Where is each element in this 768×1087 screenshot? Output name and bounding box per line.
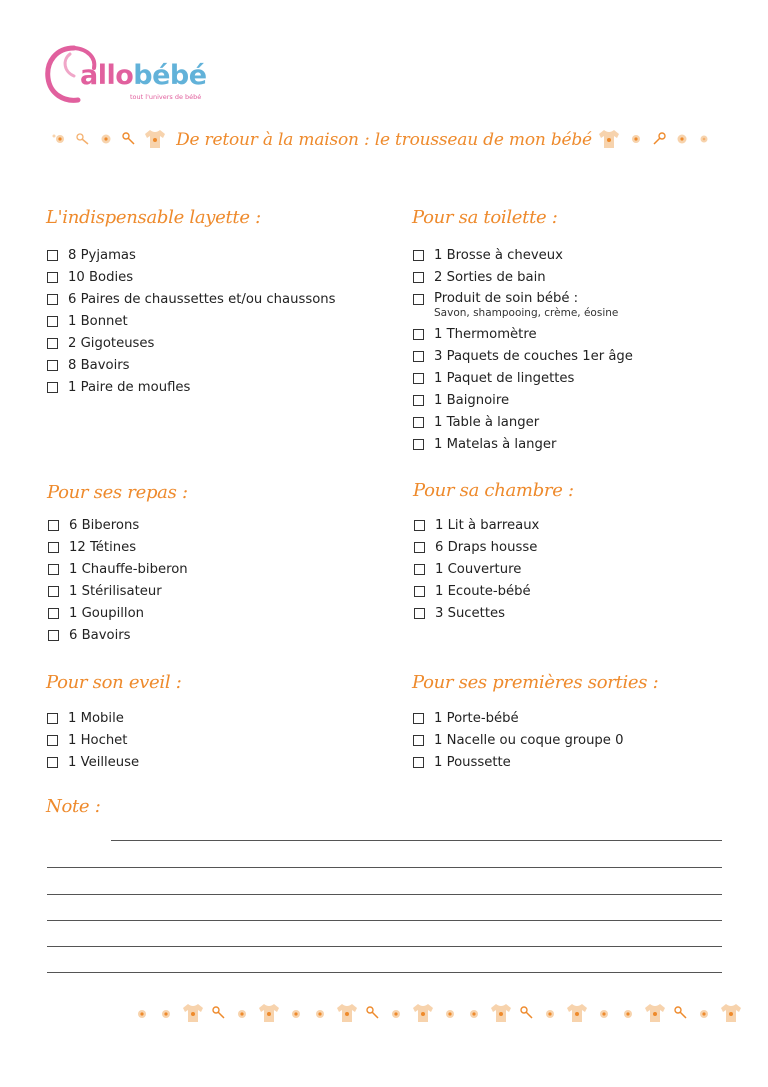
- checklist-item: [413, 288, 633, 323]
- checkbox[interactable]: [48, 608, 59, 619]
- flower-icon: [441, 1006, 459, 1025]
- flower-icon: [595, 1006, 613, 1025]
- checklist-item-content: [68, 733, 127, 748]
- checklist-item-label: 1 Porte-bébé: [434, 710, 519, 726]
- checklist-item: [414, 514, 539, 536]
- checklist-item: [413, 323, 633, 345]
- logo-tagline: tout l'univers de bébé: [130, 93, 202, 101]
- checkbox[interactable]: [413, 439, 424, 450]
- rattle-icon: [211, 1005, 227, 1025]
- checklist-item-label: 1 Baignoire: [434, 392, 510, 408]
- checklist-item: [413, 751, 624, 773]
- checklist-item: [413, 411, 633, 433]
- checklist-item-content: [68, 711, 124, 726]
- note-line[interactable]: [111, 840, 722, 841]
- section-title-note: Note :: [46, 796, 101, 817]
- checklist-item-content: [434, 327, 537, 342]
- flower-icon: [387, 1006, 405, 1025]
- checkbox[interactable]: [413, 417, 424, 428]
- checklist-item-content: [434, 415, 539, 430]
- checklist-item-content: [435, 584, 531, 599]
- checklist-item-label: 3 Paquets de couches 1er âge: [434, 348, 633, 364]
- checkbox[interactable]: [414, 520, 425, 531]
- logo-word-bebe: bébé: [133, 60, 207, 91]
- checklist-item: [47, 310, 336, 332]
- checklist-item-label: 1 Couverture: [435, 561, 522, 577]
- checklist-eveil: [47, 707, 139, 773]
- section-title-layette: L'indispensable layette :: [46, 207, 261, 228]
- checklist-item: [414, 580, 539, 602]
- checklist-item: [47, 288, 336, 310]
- checklist-item-content: [69, 606, 144, 621]
- checklist-item-label: 1 Paire de moufles: [68, 379, 191, 395]
- checklist-item-label: 1 Poussette: [434, 754, 511, 770]
- flower-icon: [541, 1006, 559, 1025]
- checklist-item-label: 6 Biberons: [69, 517, 140, 533]
- checklist-item-label: 1 Table à langer: [434, 414, 540, 430]
- checklist-item-content: [68, 755, 139, 770]
- section-title-chambre: Pour sa chambre :: [413, 480, 574, 501]
- checklist-item-content: [68, 292, 336, 307]
- note-line[interactable]: [47, 894, 722, 895]
- checkbox[interactable]: [47, 250, 58, 261]
- onesie-icon: [411, 1002, 435, 1028]
- checklist-item-label: 1 Veilleuse: [68, 754, 140, 770]
- onesie-icon: [335, 1002, 359, 1028]
- checklist-item-content: [434, 291, 618, 319]
- checklist-item: [47, 376, 336, 398]
- checklist-item-label: 8 Bavoirs: [68, 357, 130, 373]
- section-title-repas: Pour ses repas :: [47, 482, 188, 503]
- flower-icon: [311, 1006, 329, 1025]
- checkbox[interactable]: [47, 272, 58, 283]
- onesie-icon: [643, 1002, 667, 1028]
- checklist-item: [414, 536, 539, 558]
- checklist-item: [413, 345, 633, 367]
- section-title-toilette: Pour sa toilette :: [412, 207, 558, 228]
- checkbox[interactable]: [414, 608, 425, 619]
- section-title-sorties: Pour ses premières sorties :: [412, 672, 659, 693]
- checklist-item: [413, 729, 624, 751]
- checklist-item-content: [69, 584, 162, 599]
- checklist-item: [48, 514, 188, 536]
- checklist-chambre: [414, 514, 539, 624]
- checklist-item-label: Produit de soin bébé :: [434, 291, 579, 306]
- checkbox[interactable]: [413, 272, 424, 283]
- flower-icon: [287, 1006, 305, 1025]
- note-line[interactable]: [47, 867, 722, 868]
- checklist-item-content: [434, 437, 556, 452]
- checklist-item-content: [435, 606, 505, 621]
- checklist-item: [413, 389, 633, 411]
- checkbox[interactable]: [47, 757, 58, 768]
- checklist-item: [413, 433, 633, 455]
- checklist-item: [47, 266, 336, 288]
- checkbox[interactable]: [47, 713, 58, 724]
- checklist-item: [413, 707, 624, 729]
- checklist-layette: [47, 244, 336, 398]
- checkbox[interactable]: [47, 360, 58, 371]
- checklist-item: [48, 602, 188, 624]
- checkbox[interactable]: [48, 542, 59, 553]
- checklist-item: [413, 367, 633, 389]
- onesie-icon: [719, 1002, 743, 1028]
- checklist-item-label: 1 Bonnet: [68, 313, 128, 329]
- checklist-item-label: 12 Tétines: [69, 539, 137, 555]
- checklist-item: [413, 244, 633, 266]
- checklist-item: [414, 602, 539, 624]
- checklist-item: [414, 558, 539, 580]
- checklist-item-content: [434, 755, 511, 770]
- flower-icon: [619, 1006, 637, 1025]
- checklist-item-content: [435, 562, 521, 577]
- checklist-item-content: [435, 518, 539, 533]
- checkbox[interactable]: [413, 713, 424, 724]
- checkbox[interactable]: [48, 564, 59, 575]
- checklist-item-label: 1 Mobile: [68, 710, 124, 726]
- page-title: De retour à la maison : le trousseau de mon bébé: [176, 130, 592, 150]
- checklist-item: [47, 332, 336, 354]
- checklist-item: [47, 729, 139, 751]
- checkbox[interactable]: [413, 735, 424, 746]
- checklist-item-label: 2 Gigoteuses: [68, 335, 155, 351]
- checklist-item-label: 1 Matelas à langer: [434, 436, 557, 452]
- checklist-item-label: 6 Bavoirs: [69, 627, 131, 643]
- checkbox[interactable]: [48, 520, 59, 531]
- checklist-item-content: [434, 248, 563, 263]
- bottom-decoration: [130, 1002, 746, 1028]
- checklist-item-label: 2 Sorties de bain: [434, 269, 546, 285]
- checklist-item-label: 1 Goupillon: [69, 605, 145, 621]
- onesie-icon: [565, 1002, 589, 1028]
- checklist-item-label: 3 Sucettes: [435, 605, 506, 621]
- checklist-item: [413, 266, 633, 288]
- onesie-icon: [257, 1002, 281, 1028]
- onesie-icon: [489, 1002, 513, 1028]
- checklist-item-label: 1 Ecoute-bébé: [435, 583, 531, 599]
- checklist-item-content: [68, 314, 128, 329]
- checkbox[interactable]: [414, 564, 425, 575]
- checklist-item-detail: Savon, shampooing, crème, éosine: [434, 307, 619, 319]
- checklist-item-label: 1 Nacelle ou coque groupe 0: [434, 732, 624, 748]
- checkbox[interactable]: [414, 586, 425, 597]
- flower-icon: [157, 1006, 175, 1025]
- flower-icon: [695, 1006, 713, 1025]
- checkbox[interactable]: [48, 630, 59, 641]
- checklist-item-content: [434, 393, 509, 408]
- checklist-item-label: 10 Bodies: [68, 269, 134, 285]
- flower-icon: [233, 1006, 251, 1025]
- checklist-item-content: [68, 380, 190, 395]
- checklist-item-label: 1 Chauffe-biberon: [69, 561, 188, 577]
- section-title-eveil: Pour son eveil :: [46, 672, 182, 693]
- checklist-item-content: [69, 562, 188, 577]
- checkbox[interactable]: [47, 294, 58, 305]
- checklist-item-label: 1 Thermomètre: [434, 326, 537, 342]
- flower-icon: [465, 1006, 483, 1025]
- checklist-item-content: [434, 270, 546, 285]
- note-line[interactable]: [47, 920, 722, 921]
- checkbox[interactable]: [413, 329, 424, 340]
- checkbox[interactable]: [47, 316, 58, 327]
- checklist-item: [48, 624, 188, 646]
- checklist-item-content: [434, 349, 633, 364]
- checklist-item-label: 8 Pyjamas: [68, 247, 136, 263]
- onesie-icon: [181, 1002, 205, 1028]
- checkbox[interactable]: [413, 250, 424, 261]
- checklist-item-label: 1 Paquet de lingettes: [434, 370, 575, 386]
- checklist-item-label: 1 Brosse à cheveux: [434, 247, 563, 263]
- checklist-item-content: [435, 540, 537, 555]
- rattle-icon: [365, 1005, 381, 1025]
- checklist-item-label: 1 Lit à barreaux: [435, 517, 540, 533]
- checklist-item-content: [69, 518, 139, 533]
- checkbox[interactable]: [47, 735, 58, 746]
- rattle-icon: [673, 1005, 689, 1025]
- checklist-item-label: 1 Hochet: [68, 732, 128, 748]
- checklist-item-content: [434, 371, 574, 386]
- checklist-item-content: [69, 628, 131, 643]
- checklist-item: [47, 354, 336, 376]
- checkbox[interactable]: [413, 373, 424, 384]
- checklist-item-content: [68, 358, 130, 373]
- checkbox[interactable]: [47, 382, 58, 393]
- allobebe-logo: [44, 44, 214, 106]
- checklist-item-content: [68, 248, 136, 263]
- checklist-sorties: [413, 707, 624, 773]
- checkbox[interactable]: [413, 351, 424, 362]
- checklist-item-content: [68, 336, 154, 351]
- checkbox[interactable]: [47, 338, 58, 349]
- checklist-item-content: [69, 540, 136, 555]
- checkbox[interactable]: [413, 757, 424, 768]
- checklist-toilette: [413, 244, 633, 455]
- checklist-item: [48, 558, 188, 580]
- checklist-item-label: 6 Draps housse: [435, 539, 538, 555]
- checklist-item: [47, 244, 336, 266]
- checklist-item-label: 6 Paires de chaussettes et/ou chaussons: [68, 291, 336, 307]
- logo-wordmark: [80, 60, 207, 91]
- note-line[interactable]: [47, 972, 722, 973]
- checkbox[interactable]: [413, 395, 424, 406]
- checklist-item: [48, 580, 188, 602]
- checkbox[interactable]: [48, 586, 59, 597]
- checklist-item-label: 1 Stérilisateur: [69, 583, 162, 599]
- checklist-item-content: [434, 711, 519, 726]
- checkbox[interactable]: [414, 542, 425, 553]
- checkbox[interactable]: [413, 294, 424, 305]
- note-line[interactable]: [47, 946, 722, 947]
- logo-word-allo: allo: [80, 60, 134, 91]
- flower-icon: [133, 1006, 151, 1025]
- rattle-icon: [519, 1005, 535, 1025]
- checklist-item: [48, 536, 188, 558]
- checklist-item-content: [434, 733, 624, 748]
- checklist-item: [47, 751, 139, 773]
- checklist-item-content: [68, 270, 133, 285]
- checklist-item: [47, 707, 139, 729]
- checklist-repas: [48, 514, 188, 646]
